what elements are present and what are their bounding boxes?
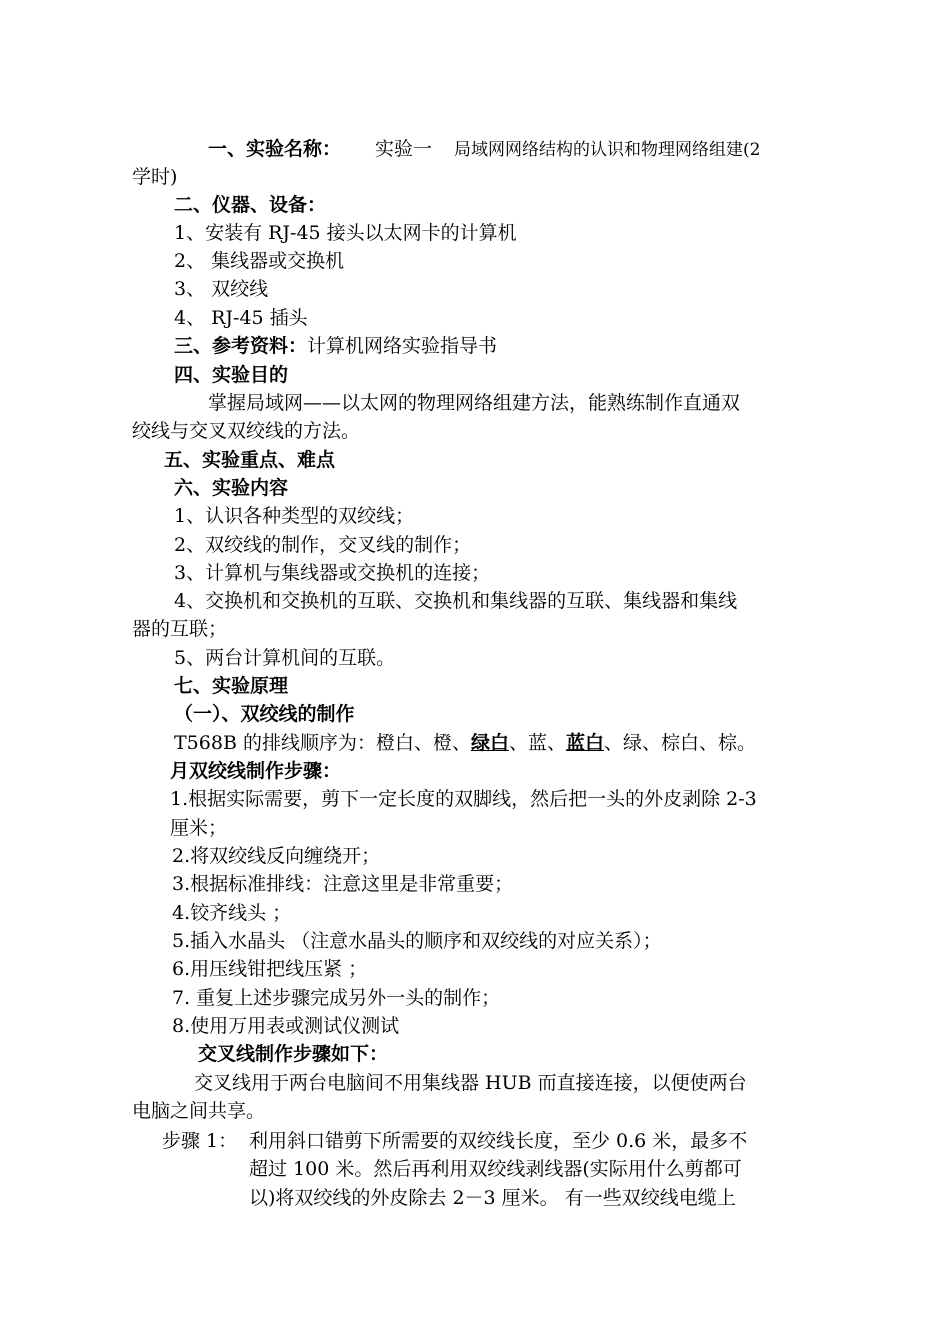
list-item: 器的互联； — [132, 618, 228, 640]
wire-order-highlight: 绿白 — [470, 732, 509, 754]
step1-label: 步骤 1： — [162, 1130, 238, 1152]
paragraph-line: 交叉线用于两台电脑间不用集线器 HUB 而直接连接，以便使两台 — [194, 1072, 747, 1094]
step-item: 4.铰齐线头 ； — [172, 902, 292, 924]
step-item: 3.根据标准排线：注意这里是非常重要； — [172, 873, 514, 895]
wire-order-highlight: 蓝白 — [565, 732, 604, 754]
step1-line: 超过 100 米。然后再利用双绞线剥线器(实际用什么剪都可 — [249, 1158, 742, 1180]
cross-heading: 交叉线制作步骤如下： — [198, 1043, 389, 1065]
title-value-b: 局域网网络结构的认识和物理网络组建(2 — [454, 140, 761, 160]
step-item: 5.插入水晶头 （注意水晶头的顺序和双绞线的对应关系）； — [172, 930, 662, 952]
title-line — [208, 135, 760, 164]
title-value-a: 实验一 — [375, 138, 433, 160]
section-4-heading: 四、实验目的 — [174, 364, 289, 386]
step-item: 6.用压线钳把线压紧 ； — [172, 958, 368, 980]
section-5-heading: 五、实验重点、难点 — [164, 449, 336, 471]
section-3-line — [174, 332, 497, 360]
step1-line: 利用斜口错剪下所需要的双绞线长度，至少 0.6 米，最多不 — [249, 1130, 748, 1152]
step-item: 7. 重复上述步骤完成另外一头的制作； — [172, 987, 501, 1009]
section-3-heading: 三、参考资料： — [174, 335, 308, 357]
paragraph-line: 掌握局域网——以太网的物理网络组建方法，能熟练制作直通双 — [208, 392, 741, 414]
list-item: 4、交换机和交换机的互联、交换机和集线器的互联、集线器和集线 — [174, 590, 738, 612]
wire-order-mid: 、蓝、 — [508, 732, 566, 754]
subsection-heading: （一）、双绞线的制作 — [174, 703, 355, 725]
paragraph-line: 电脑之间共享。 — [132, 1100, 266, 1122]
list-item: 4、 RJ-45 插头 — [174, 307, 308, 329]
step-item: 2.将双绞线反向缠绕开； — [172, 845, 381, 867]
list-item: 2、双绞线的制作，交叉线的制作； — [174, 534, 472, 556]
list-item: 2、 集线器或交换机 — [174, 250, 345, 272]
list-item: 5、两台计算机间的互联。 — [174, 647, 396, 669]
step1-line: 以)将双绞线的外皮除去 2－3 厘米。 有一些双绞线电缆上 — [249, 1187, 736, 1209]
step-item: 厘米； — [170, 817, 228, 839]
section-7-heading: 七、实验原理 — [174, 675, 289, 697]
wire-order-line — [174, 729, 756, 757]
section-2-heading: 二、仪器、设备： — [174, 194, 327, 216]
step-item: 8.使用万用表或测试仪测试 — [172, 1015, 400, 1037]
list-item: 1、安装有 RJ-45 接头以太网卡的计算机 — [174, 222, 517, 244]
list-item: 3、计算机与集线器或交换机的连接； — [174, 562, 491, 584]
wire-order-suffix: 、绿、棕白、棕。 — [604, 732, 757, 754]
wire-order-prefix: T568B 的排线顺序为：橙白、橙、 — [174, 732, 471, 754]
steps-heading: 月双绞线制作步骤： — [170, 760, 342, 782]
section-3-value: 计算机网络实验指导书 — [307, 335, 498, 357]
step-item: 1.根据实际需要，剪下一定长度的双脚线，然后把一头的外皮剥除 2-3 — [170, 788, 757, 810]
title-continuation: 学时) — [132, 166, 178, 188]
list-item: 3、 双绞线 — [174, 278, 269, 300]
title-heading: 一、实验名称： — [208, 138, 342, 160]
paragraph-line: 绞线与交叉双绞线的方法。 — [132, 420, 361, 442]
list-item: 1、认识各种类型的双绞线； — [174, 505, 415, 527]
section-6-heading: 六、实验内容 — [174, 477, 289, 499]
